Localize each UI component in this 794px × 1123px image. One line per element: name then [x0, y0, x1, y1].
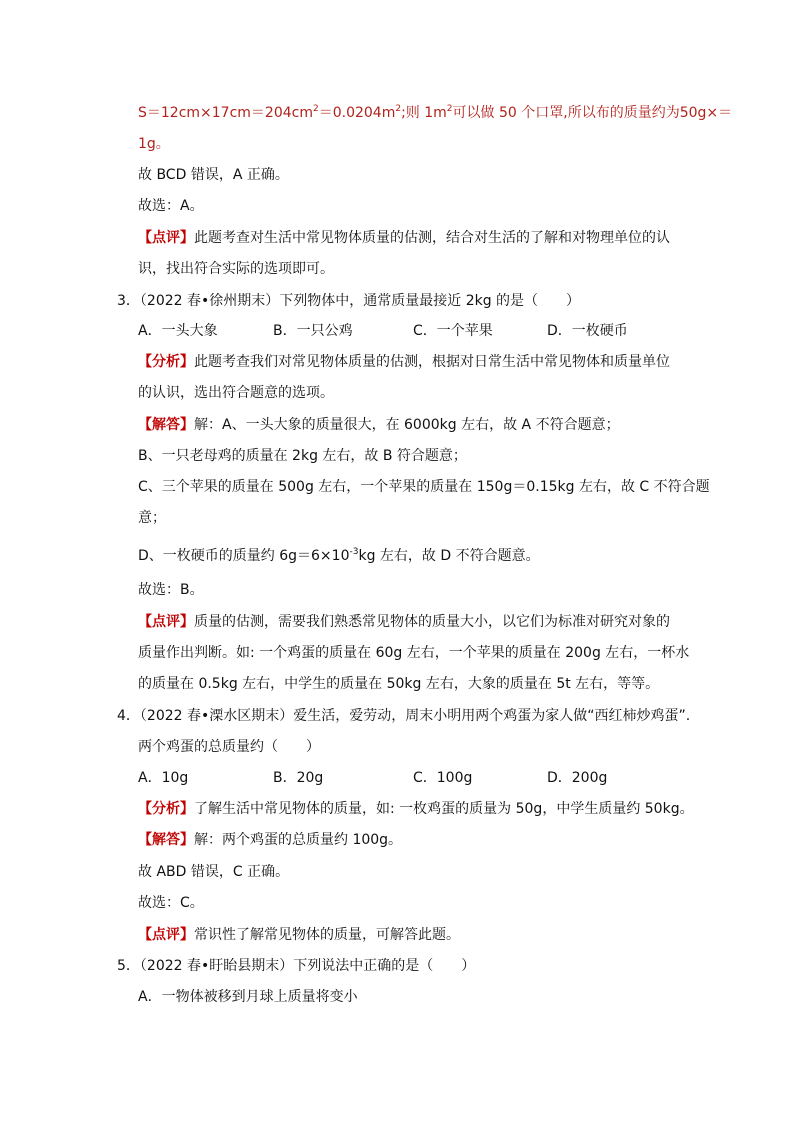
- q4-option-b: B．20g: [273, 770, 324, 786]
- q3-option-b: B．一只公鸡: [273, 323, 353, 339]
- q3-solution-b: B、一只老母鸡的质量在 2kg 左右，故 B 符合题意；: [138, 448, 467, 464]
- q2-review: 【点评】此题考查对生活中常见物体质量的估测，结合对生活的了解和对物理单位的认: [138, 230, 670, 246]
- q4-conclusion: 故 ABD 错误，C 正确。: [138, 864, 290, 880]
- q3-solution-c: C、三个苹果的质量在 500g 左右，一个苹果的质量在 150g＝0.15kg 左右，故 C 不符合题: [138, 479, 710, 495]
- q3-solution-c-cont: 意；: [138, 510, 166, 526]
- q3-analysis-cont: 的认识，选出符合题意的选项。: [138, 385, 334, 401]
- q2-calculation-cont: 1g。: [138, 136, 170, 152]
- solution-tag: 【解答】: [138, 832, 194, 848]
- q4-option-c: C．100g: [413, 770, 473, 786]
- q2-conclusion: 故 BCD 错误，A 正确。: [138, 167, 289, 183]
- q4-option-d: D．200g: [547, 770, 608, 786]
- analysis-tag: 【分析】: [138, 354, 194, 370]
- q3-option-a: A．一头大象: [138, 323, 218, 339]
- q3-solution: 【解答】解：A、一头大象的质量很大，在 6000kg 左右，故 A 不符合题意；: [138, 417, 620, 433]
- q5-option-a: A．一物体被移到月球上质量将变小: [138, 989, 358, 1005]
- review-tag: 【点评】: [138, 230, 194, 246]
- q4-stem-cont: 两个鸡蛋的总质量约（ ）: [138, 739, 320, 755]
- q4-review: 【点评】常识性了解常见物体的质量，可解答此题。: [138, 927, 460, 943]
- q3-review: 【点评】质量的估测，需要我们熟悉常见物体的质量大小，以它们为标准对研究对象的: [138, 614, 670, 630]
- review-tag: 【点评】: [138, 927, 194, 943]
- q2-answer: 故选：A。: [138, 198, 204, 214]
- q5-stem: 5．（2022 春•盱眙县期末）下列说法中正确的是（ ）: [117, 958, 476, 974]
- q4-option-a: A．10g: [138, 770, 189, 786]
- analysis-tag: 【分析】: [138, 801, 194, 817]
- q3-option-d: D．一枚硬币: [547, 323, 628, 339]
- q2-review-cont: 识，找出符合实际的选项即可。: [138, 261, 334, 277]
- q3-review-cont: 质量作出判断。如: 一个鸡蛋的质量在 60g 左右，一个苹果的质量在 200g 左右，一杯水: [138, 645, 690, 661]
- solution-tag: 【解答】: [138, 417, 194, 433]
- q2-calculation: $S=12cm\times 17cm=204cm^2=0.0204m^2$;则 $1m^2$可以做 50 个口罩,所以布的质量约为50g×＝: [138, 104, 733, 121]
- q4-answer: 故选：C。: [138, 895, 204, 911]
- q3-analysis: 【分析】此题考查我们对常见物体质量的估测，根据对日常生活中常见物体和质量单位: [138, 354, 670, 370]
- q4-solution: 【解答】解：两个鸡蛋的总质量约 100g。: [138, 832, 403, 848]
- q3-option-c: C．一个苹果: [413, 323, 493, 339]
- q3-stem: 3．（2022 春•徐州期末）下列物体中，通常质量最接近 2kg 的是（ ）: [117, 293, 581, 309]
- q4-analysis: 【分析】了解生活中常见物体的质量，如: 一枚鸡蛋的质量为 50g，中学生质量约 50kg。: [138, 801, 694, 817]
- review-tag: 【点评】: [138, 614, 194, 630]
- q3-solution-d: D、一枚硬币的质量约 $6g=6\times 10^{-3}kg$ 左右，故 D 不符合题意。: [138, 547, 540, 564]
- q3-answer: 故选：B。: [138, 582, 204, 598]
- q4-stem: 4．（2022 春•溧水区期末）爱生活，爱劳动，周末小明用两个鸡蛋为家人做“西红柿炒鸡蛋”.: [117, 708, 691, 724]
- q3-review-cont2: 的质量在 0.5kg 左右，中学生的质量在 50kg 左右，大象的质量在 5t 左右，等等。: [138, 676, 660, 692]
